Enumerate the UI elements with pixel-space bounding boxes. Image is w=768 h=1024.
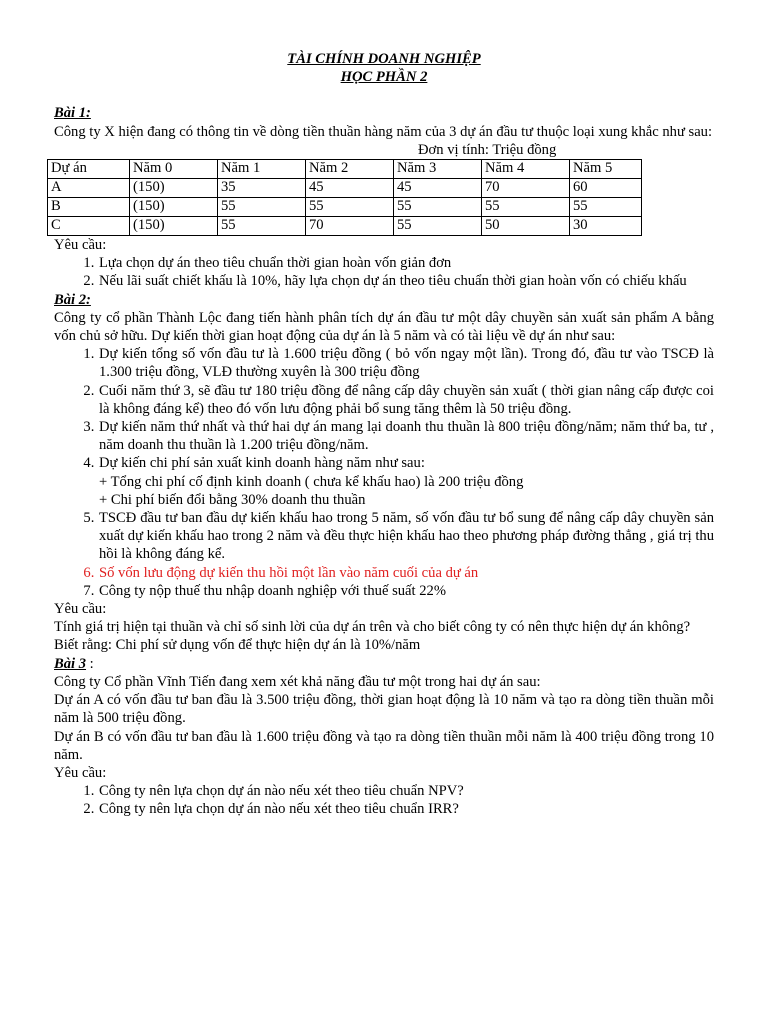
exercise-1-intro: Công ty X hiện đang có thông tin về dòng tiền thuần hàng năm của 3 dự án đầu tư thuộc loại xung khắc như sau:: [54, 123, 713, 140]
exercise-2: [54, 291, 714, 655]
document-subtitle: HỌC PHẦN 2: [340, 69, 428, 86]
table-cell: (150): [130, 217, 218, 236]
list-item: 5. TSCĐ đầu tư ban đầu dự kiến khấu hao trong 5 năm, số vốn đầu tư bổ sung để nâng cấp dây chuyền sản xuất dự kiến khấu hao trong 2 năm và đều thực hiện khấu hao theo phương pháp đường thẳng , giá trị thu hồi là không đáng kể.: [98, 509, 714, 564]
table-cell: 70: [482, 179, 570, 198]
highlighted-list-item: 6. Số vốn lưu động dự kiến thu hồi một lần vào năm cuối của dự án: [98, 564, 714, 582]
table-header-cell: Năm 3: [394, 160, 482, 179]
list-item: 1. Công ty nên lựa chọn dự án nào nếu xét theo tiêu chuẩn NPV?: [98, 782, 714, 800]
list-item: 2. Nếu lãi suất chiết khấu là 10%, hãy lựa chọn dự án theo tiêu chuẩn thời gian hoàn vốn có chiếu khấu: [98, 272, 714, 290]
exercise-1-requirements: [54, 254, 714, 290]
requirement-label: Yêu cầu:: [54, 764, 107, 781]
exercise-3-requirements: [54, 782, 714, 818]
list-item: 7. Công ty nộp thuế thu nhập doanh nghiệp với thuế suất 22%: [98, 582, 714, 600]
table-header-cell: Năm 4: [482, 160, 570, 179]
exercise-2-note: Biết rằng: Chi phí sử dụng vốn để thực hiện dự án là 10%/năm: [54, 637, 421, 654]
table-cell: (150): [130, 179, 218, 198]
table-cell: 55: [394, 217, 482, 236]
table-header-cell: Năm 0: [130, 160, 218, 179]
list-item: [98, 454, 714, 509]
exercise-3-heading-suffix: :: [86, 655, 94, 672]
list-item: 2. Công ty nên lựa chọn dự án nào nếu xét theo tiêu chuẩn IRR?: [98, 800, 714, 818]
project-b-description: Dự án B có vốn đầu tư ban đầu là 1.600 triệu đồng và tạo ra dòng tiền thuần mỗi năm là 400 triệu đồng trong 10 năm.: [54, 728, 714, 763]
table-cell: 45: [306, 179, 394, 198]
table-header-row: [48, 160, 642, 179]
document-page: [51, 50, 714, 819]
list-item: 1. Lựa chọn dự án theo tiêu chuẩn thời gian hoàn vốn giản đơn: [98, 254, 714, 272]
exercise-3-intro: Công ty Cổ phần Vĩnh Tiến đang xem xét khả năng đầu tư một trong hai dự án sau:: [54, 673, 541, 690]
exercise-2-heading: Bài 2:: [54, 291, 91, 308]
table-header-cell: Năm 5: [570, 160, 642, 179]
table-row: [48, 217, 642, 236]
table-cell: 50: [482, 217, 570, 236]
table-cell: 35: [218, 179, 306, 198]
table-cell: 60: [570, 179, 642, 198]
exercise-2-requirement: Tính giá trị hiện tại thuần và chỉ số sinh lời của dự án trên và cho biết công ty có nên thực hiện dự án không?: [54, 619, 691, 636]
table-header-cell: Năm 2: [306, 160, 394, 179]
exercise-2-intro: Công ty cổ phần Thành Lộc đang tiến hành phân tích dự án đầu tư một dây chuyền sản xuất sản phẩm A bằng vốn chủ sở hữu. Dự kiến thời gian hoạt động của dự án là 5 năm và có tài liệu về dự án như sau:: [54, 309, 714, 345]
list-item-text: 4. Dự kiến chi phí sản xuất kinh doanh hàng năm như sau:: [99, 455, 425, 472]
exercise-1: [51, 104, 714, 290]
sub-item: + Tổng chi phí cố định kinh doanh ( chưa kể khấu hao) là 200 triệu đồng: [99, 473, 524, 490]
table-cell: 55: [394, 198, 482, 217]
table-cell: (150): [130, 198, 218, 217]
table-cell: 30: [570, 217, 642, 236]
requirement-label: Yêu cầu:: [54, 601, 107, 618]
document-title: TÀI CHÍNH DOANH NGHIỆP: [287, 51, 481, 67]
project-a-description: Dự án A có vốn đầu tư ban đầu là 3.500 triệu đồng, thời gian hoạt động là 10 năm và tạo ra dòng tiền thuần mỗi năm là 500 triệu đồng.: [54, 692, 714, 727]
table-row: [48, 198, 642, 217]
cashflow-table: [47, 159, 642, 236]
table-cell: 70: [306, 217, 394, 236]
exercise-3-heading-line: [54, 655, 714, 673]
table-header-cell: Dự án: [48, 160, 130, 179]
table-cell: 55: [218, 217, 306, 236]
exercise-3: [54, 655, 714, 819]
table-cell: 55: [482, 198, 570, 217]
table-cell: C: [48, 217, 130, 236]
list-item: 1. Dự kiến tổng số vốn đầu tư là 1.600 triệu đồng ( bỏ vốn ngay một lần). Trong đó, đầu tư vào TSCĐ là 1.300 triệu đồng, VLĐ thường xuyên là 300 triệu đồng: [98, 345, 714, 381]
exercise-1-heading: Bài 1:: [54, 105, 91, 122]
sub-item: + Chi phí biến đổi bằng 30% doanh thu thuần: [99, 491, 366, 508]
table-cell: 55: [306, 198, 394, 217]
table-cell: B: [48, 198, 130, 217]
exercise-2-items: [54, 345, 714, 600]
table-cell: 45: [394, 179, 482, 198]
table-header-cell: Năm 1: [218, 160, 306, 179]
table-cell: 55: [218, 198, 306, 217]
exercise-3-heading: Bài 3: [54, 655, 87, 672]
list-item: 2. Cuối năm thứ 3, sẽ đầu tư 180 triệu đồng để nâng cấp dây chuyền sản xuất ( thời gian nâng cấp được coi là không đáng kể) theo đó vốn lưu động phải bổ sung tăng thêm là 50 triệu đồng.: [98, 382, 714, 418]
list-item: 3. Dự kiến năm thứ nhất và thứ hai dự án mang lại doanh thu thuần là 800 triệu đồng/năm; năm thứ ba, tư , năm doanh thu thuần là 1.200 triệu đồng/năm.: [98, 418, 714, 454]
table-row: [48, 179, 642, 198]
table-cell: A: [48, 179, 130, 198]
unit-note: Đơn vị tính: Triệu đồng: [418, 141, 557, 158]
table-cell: 55: [570, 198, 642, 217]
requirement-label: Yêu cầu:: [54, 237, 107, 254]
